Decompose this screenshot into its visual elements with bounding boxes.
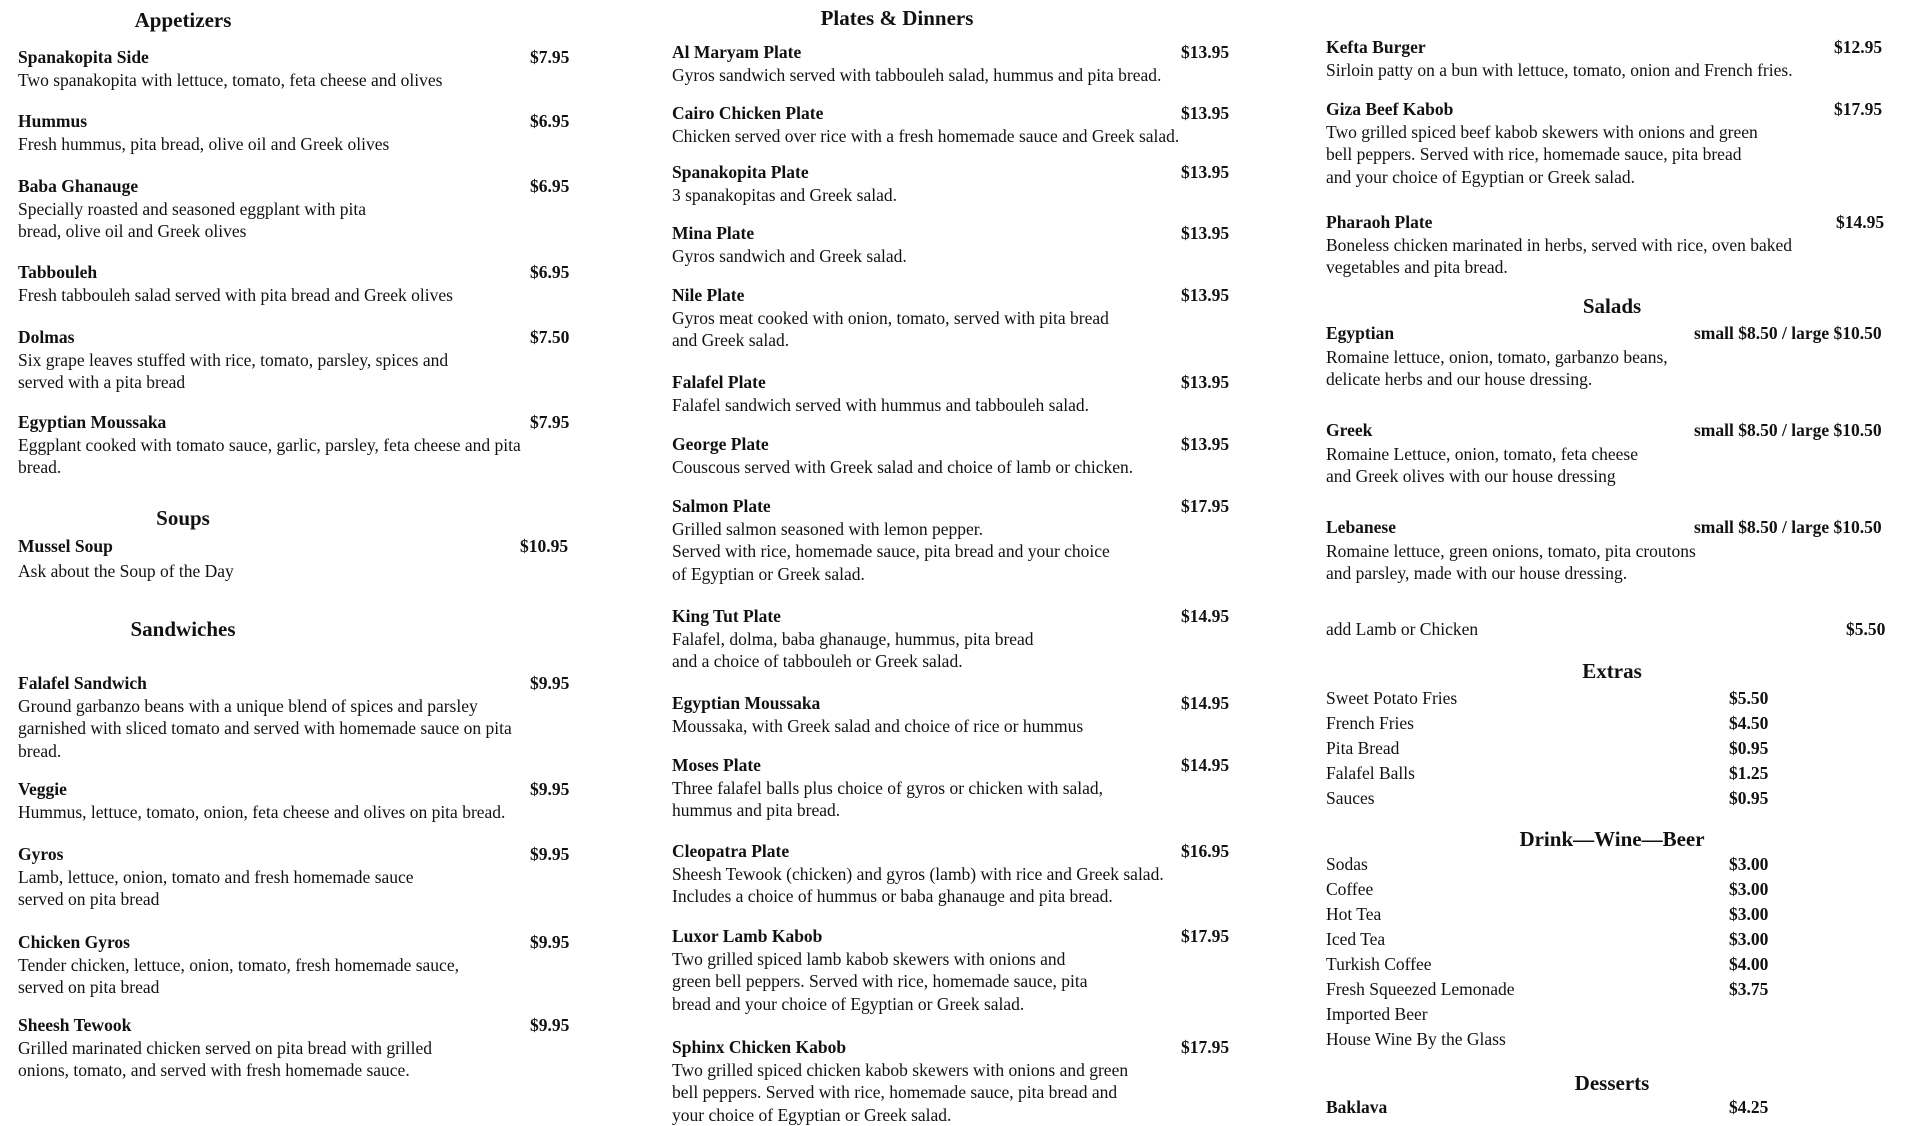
extras-row [1326, 761, 1415, 786]
item-description: 3 spanakopitas and Greek salad. [672, 184, 1252, 207]
item-name: Baba Ghanauge [18, 175, 578, 198]
item-description: Two grilled spiced lamb kabob skewers with onions and green bell peppers. Served with rice, homemade sauce, pita bread and your choice of Egyptian or Greek salad. [672, 948, 1252, 1016]
item-description: Six grape leaves stuffed with rice, tomato, parsley, spices and served with a pita bread [18, 349, 578, 394]
dessert-name: Baklava [1326, 1097, 1387, 1117]
item-name: Luxor Lamb Kabob [672, 925, 1252, 948]
menu-item [18, 326, 578, 394]
item-name: Giza Beef Kabob [1326, 98, 1898, 121]
extra-name: Pita Bread [1326, 738, 1399, 758]
item-description: Boneless chicken marinated in herbs, served with rice, oven baked vegetables and pita bread. [1326, 234, 1898, 279]
dessert-price: $4.25 [1729, 1095, 1768, 1120]
item-name: Sheesh Tewook [18, 1014, 578, 1037]
item-name: Falafel Sandwich [18, 672, 578, 695]
item-description: Fresh hummus, pita bread, olive oil and Greek olives [18, 133, 578, 156]
item-name: Cairo Chicken Plate [672, 102, 1252, 125]
drink-price: $3.00 [1729, 852, 1768, 877]
item-name: Egyptian Moussaka [672, 692, 1252, 715]
item-description: Romaine Lettuce, onion, tomato, feta cheese and Greek olives with our house dressing [1326, 443, 1898, 488]
item-name: King Tut Plate [672, 605, 1252, 628]
extra-name: Falafel Balls [1326, 763, 1415, 783]
item-description: Grilled salmon seasoned with lemon pepper. Served with rice, homemade sauce, pita bread and your choice of Egyptian or Greek salad. [672, 518, 1252, 586]
item-price: $6.95 [530, 261, 569, 284]
item-price: small $8.50 / large $10.50 [1694, 419, 1882, 442]
extra-name: Sauces [1326, 788, 1375, 808]
drinks-row [1326, 902, 1381, 927]
item-price: $7.50 [530, 326, 569, 349]
add-on-label: add Lamb or Chicken [1326, 619, 1478, 639]
drinks-row [1326, 977, 1515, 1002]
item-description: Two spanakopita with lettuce, tomato, feta cheese and olives [18, 69, 578, 92]
menu-item [18, 843, 578, 911]
drinks-row [1326, 927, 1385, 952]
menu-item [18, 931, 578, 999]
item-name: Egyptian Moussaka [18, 411, 598, 434]
extra-price: $0.95 [1729, 736, 1768, 761]
menu-item [672, 371, 1252, 416]
item-description: Gyros sandwich served with tabbouleh salad, hummus and pita bread. [672, 64, 1252, 87]
drink-price: $4.00 [1729, 952, 1768, 977]
item-price: $13.95 [1181, 41, 1229, 64]
item-description: Chicken served over rice with a fresh homemade sauce and Greek salad. [672, 125, 1252, 148]
plates-heading: Plates & Dinners [672, 6, 1122, 30]
menu-item [18, 175, 578, 243]
extra-price: $4.50 [1729, 711, 1768, 736]
item-name: Falafel Plate [672, 371, 1252, 394]
item-description: Falafel sandwich served with hummus and tabbouleh salad. [672, 394, 1252, 417]
item-name: Spanakopita Plate [672, 161, 1252, 184]
menu-item [672, 161, 1252, 206]
add-on-price: $5.50 [1846, 618, 1885, 640]
item-description: Hummus, lettuce, tomato, onion, feta cheese and olives on pita bread. [18, 801, 598, 824]
menu-item [672, 754, 1252, 822]
menu-item [1326, 419, 1898, 488]
extra-name: French Fries [1326, 713, 1414, 733]
item-price: $9.95 [530, 1014, 569, 1037]
extras-row [1326, 786, 1375, 811]
item-price: $13.95 [1181, 102, 1229, 125]
drinks-row [1326, 1002, 1428, 1027]
item-description: Gyros meat cooked with onion, tomato, served with pita bread and Greek salad. [672, 307, 1252, 352]
menu-item [1326, 36, 1898, 81]
item-description: Sheesh Tewook (chicken) and gyros (lamb) with rice and Greek salad. Includes a choice of hummus or baba ghanauge and pita bread. [672, 863, 1252, 908]
item-name: Dolmas [18, 326, 578, 349]
item-price: small $8.50 / large $10.50 [1694, 322, 1882, 345]
menu-item [1326, 98, 1898, 188]
item-description: Three falafel balls plus choice of gyros or chicken with salad, hummus and pita bread. [672, 777, 1252, 822]
item-name: Tabbouleh [18, 261, 578, 284]
item-price: $9.95 [530, 672, 569, 695]
item-name: Sphinx Chicken Kabob [672, 1036, 1252, 1059]
item-description: Eggplant cooked with tomato sauce, garlic, parsley, feta cheese and pita bread. [18, 434, 598, 479]
drink-name: Iced Tea [1326, 929, 1385, 949]
item-name: George Plate [672, 433, 1252, 456]
extra-price: $1.25 [1729, 761, 1768, 786]
item-name: Al Maryam Plate [672, 41, 1252, 64]
desserts-row [1326, 1095, 1387, 1120]
soups-heading: Soups [8, 506, 358, 530]
item-name: Chicken Gyros [18, 931, 578, 954]
item-price: $13.95 [1181, 161, 1229, 184]
menu-item [672, 102, 1252, 147]
item-name: Hummus [18, 110, 578, 133]
drink-price: $3.00 [1729, 877, 1768, 902]
drinks-row [1326, 852, 1368, 877]
desserts-heading: Desserts [1326, 1071, 1898, 1095]
drinks-heading: Drink—Wine—Beer [1326, 827, 1898, 851]
menu-item [18, 778, 598, 823]
item-price: $13.95 [1181, 371, 1229, 394]
item-description: Tender chicken, lettuce, onion, tomato, fresh homemade sauce, served on pita bread [18, 954, 578, 999]
item-description: Couscous served with Greek salad and choice of lamb or chicken. [672, 456, 1252, 479]
extras-row [1326, 736, 1399, 761]
item-name: Salmon Plate [672, 495, 1252, 518]
item-price: $14.95 [1181, 692, 1229, 715]
drink-name: Turkish Coffee [1326, 954, 1432, 974]
item-description: Moussaka, with Greek salad and choice of rice or hummus [672, 715, 1252, 738]
menu-item [672, 495, 1252, 585]
item-price: $13.95 [1181, 433, 1229, 456]
item-name: Greek [1326, 419, 1898, 442]
item-name: Moses Plate [672, 754, 1252, 777]
menu-item [18, 261, 578, 306]
drinks-row [1326, 877, 1373, 902]
menu-item [672, 1036, 1252, 1126]
item-description: Sirloin patty on a bun with lettuce, tomato, onion and French fries. [1326, 59, 1898, 82]
salads-heading: Salads [1326, 294, 1898, 318]
extra-name: Sweet Potato Fries [1326, 688, 1457, 708]
drink-price: $3.00 [1729, 902, 1768, 927]
item-name: Kefta Burger [1326, 36, 1898, 59]
item-description: Lamb, lettuce, onion, tomato and fresh homemade sauce served on pita bread [18, 866, 578, 911]
extra-price: $0.95 [1729, 786, 1768, 811]
drink-name: Hot Tea [1326, 904, 1381, 924]
item-price: $12.95 [1834, 36, 1882, 59]
item-description: Two grilled spiced beef kabob skewers with onions and green bell peppers. Served with rice, homemade sauce, pita bread and your choice of Egyptian or Greek salad. [1326, 121, 1898, 189]
drinks-row [1326, 952, 1432, 977]
item-price: $17.95 [1834, 98, 1882, 121]
drinks-row [1326, 1027, 1506, 1052]
item-description: Romaine lettuce, green onions, tomato, pita croutons and parsley, made with our house dressing. [1326, 540, 1898, 585]
menu-item [672, 692, 1252, 737]
menu-item [18, 672, 578, 762]
menu-item [672, 284, 1252, 352]
drink-name: Sodas [1326, 854, 1368, 874]
item-price: $14.95 [1181, 754, 1229, 777]
menu-item [18, 46, 578, 91]
add-on-row [1326, 618, 1898, 640]
menu-item [672, 433, 1252, 478]
item-price: $10.95 [520, 535, 568, 558]
item-price: $16.95 [1181, 840, 1229, 863]
item-name: Mussel Soup [18, 535, 578, 558]
item-name: Pharaoh Plate [1326, 211, 1898, 234]
drink-price: $3.75 [1729, 977, 1768, 1002]
item-name: Mina Plate [672, 222, 1252, 245]
drink-name: House Wine By the Glass [1326, 1029, 1506, 1049]
item-description: Two grilled spiced chicken kabob skewers with onions and green bell peppers. Served with rice, homemade sauce, pita bread and your choice of Egyptian or Greek salad. [672, 1059, 1252, 1126]
menu-item [672, 41, 1252, 86]
item-price: $13.95 [1181, 222, 1229, 245]
menu-item [672, 605, 1252, 673]
menu-item [18, 1014, 578, 1082]
sandwiches-heading: Sandwiches [8, 617, 358, 641]
item-price: $9.95 [530, 778, 569, 801]
item-price: $14.95 [1181, 605, 1229, 628]
extras-row [1326, 711, 1414, 736]
item-description: Ask about the Soup of the Day [18, 560, 578, 583]
item-name: Lebanese [1326, 516, 1898, 539]
item-description: Falafel, dolma, baba ghanauge, hummus, pita bread and a choice of tabbouleh or Greek salad. [672, 628, 1252, 673]
item-price: $9.95 [530, 931, 569, 954]
extras-heading: Extras [1326, 659, 1898, 683]
menu-item [672, 222, 1252, 267]
item-description: Romaine lettuce, onion, tomato, garbanzo beans, delicate herbs and our house dressing. [1326, 346, 1898, 391]
item-name: Veggie [18, 778, 598, 801]
item-price: $17.95 [1181, 1036, 1229, 1059]
item-price: $7.95 [530, 46, 569, 69]
drink-name: Fresh Squeezed Lemonade [1326, 979, 1515, 999]
item-name: Gyros [18, 843, 578, 866]
item-price: $13.95 [1181, 284, 1229, 307]
menu-item [672, 840, 1252, 908]
item-price: $14.95 [1836, 211, 1884, 234]
item-description: Fresh tabbouleh salad served with pita bread and Greek olives [18, 284, 578, 307]
menu-item [1326, 211, 1898, 279]
extra-price: $5.50 [1729, 686, 1768, 711]
item-name: Egyptian [1326, 322, 1898, 345]
drink-name: Coffee [1326, 879, 1373, 899]
item-name: Spanakopita Side [18, 46, 578, 69]
item-price: small $8.50 / large $10.50 [1694, 516, 1882, 539]
menu-item [1326, 322, 1898, 391]
extras-row [1326, 686, 1457, 711]
menu-item [1326, 516, 1898, 585]
item-description: Specially roasted and seasoned eggplant with pita bread, olive oil and Greek olives [18, 198, 578, 243]
item-price: $9.95 [530, 843, 569, 866]
item-name: Cleopatra Plate [672, 840, 1252, 863]
menu-item [672, 925, 1252, 1015]
item-description: Ground garbanzo beans with a unique blend of spices and parsley garnished with sliced tomato and served with homemade sauce on pita bread. [18, 695, 578, 763]
appetizers-heading: Appetizers [8, 8, 358, 32]
item-price: $17.95 [1181, 925, 1229, 948]
item-price: $7.95 [530, 411, 569, 434]
menu-item [18, 411, 598, 479]
item-description: Gyros sandwich and Greek salad. [672, 245, 1252, 268]
item-name: Nile Plate [672, 284, 1252, 307]
drink-name: Imported Beer [1326, 1004, 1428, 1024]
menu-item [18, 110, 578, 155]
drink-price: $3.00 [1729, 927, 1768, 952]
menu-item [18, 535, 578, 582]
item-price: $6.95 [530, 175, 569, 198]
item-price: $6.95 [530, 110, 569, 133]
item-description: Grilled marinated chicken served on pita bread with grilled onions, tomato, and served with fresh homemade sauce. [18, 1037, 578, 1082]
item-price: $17.95 [1181, 495, 1229, 518]
